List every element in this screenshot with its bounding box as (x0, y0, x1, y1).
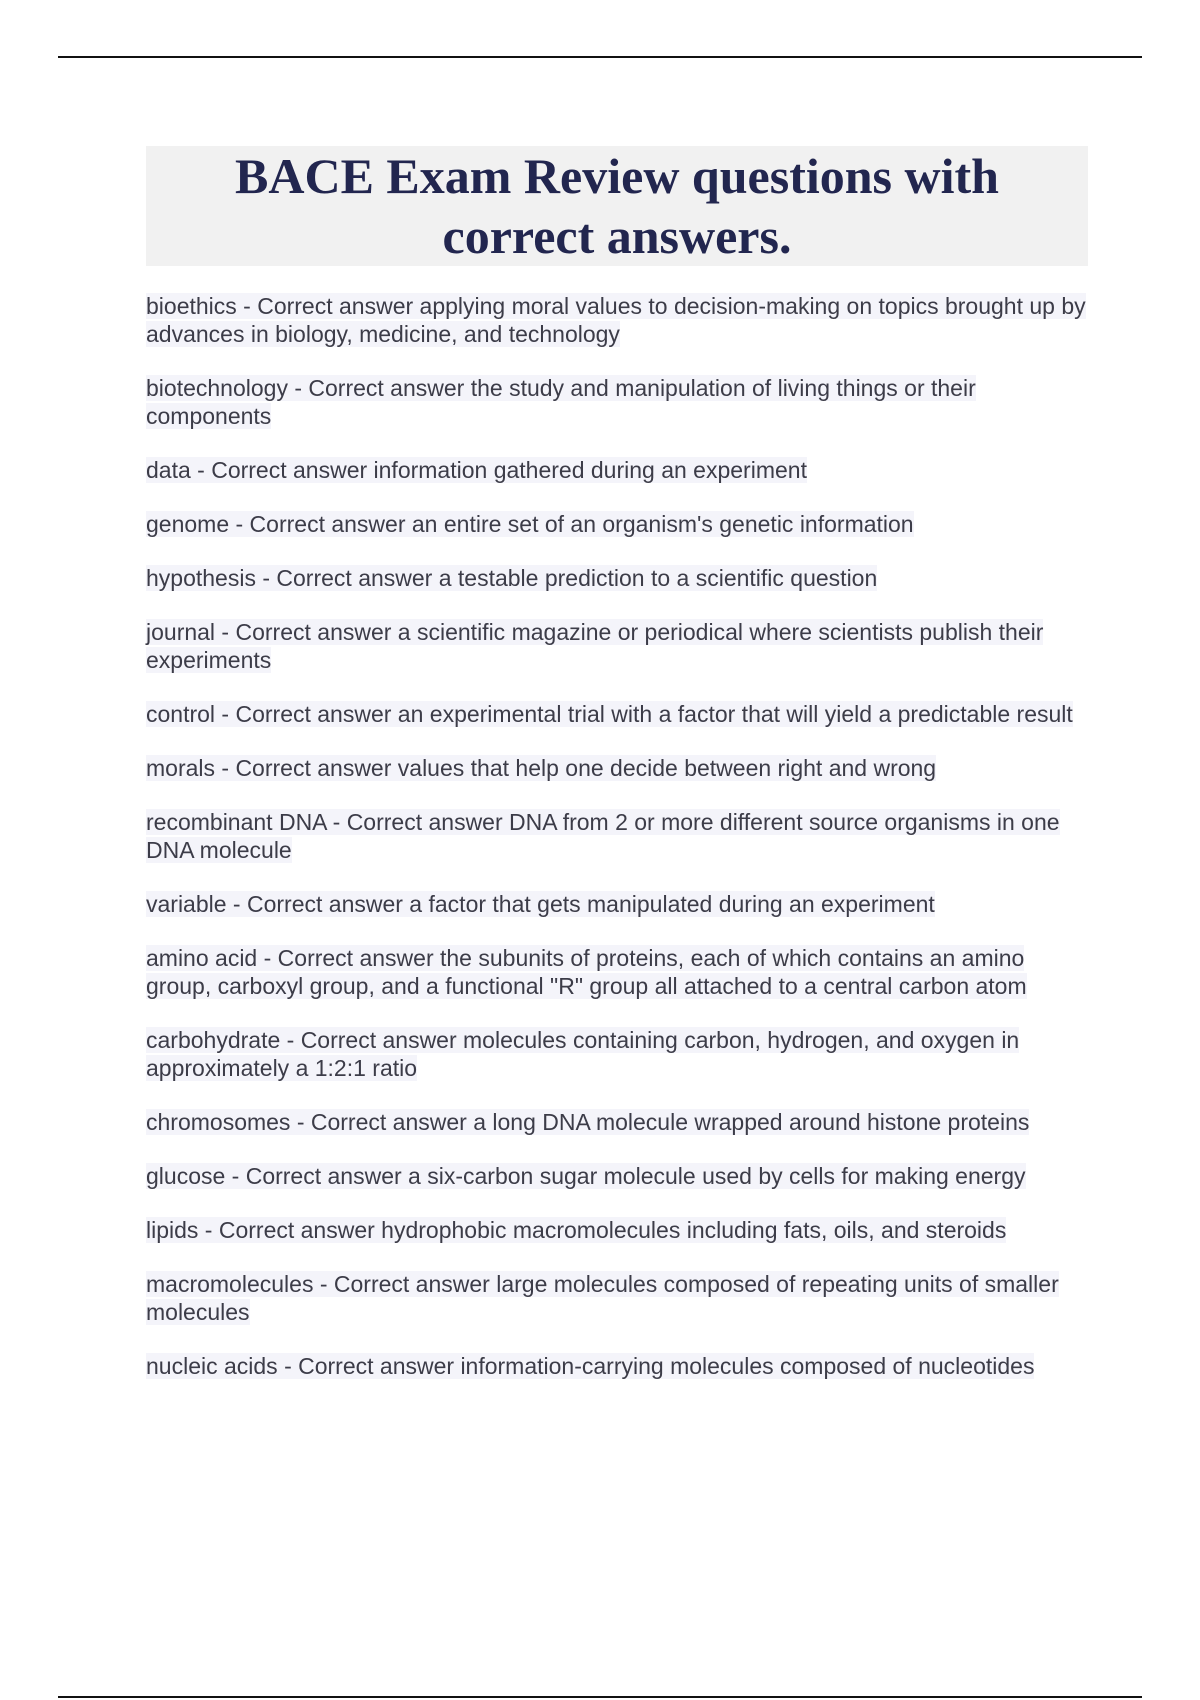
entry-text: amino acid - Correct answer the subunits of proteins, each of which contains an amino group, carboxyl group, and a functional "R" group all attached to a central carbon atom (146, 945, 1027, 999)
entry-text: hypothesis - Correct answer a testable prediction to a scientific question (146, 565, 878, 591)
list-item (146, 1216, 1088, 1244)
list-item (146, 456, 1088, 484)
list-item (146, 754, 1088, 782)
entry-text: glucose - Correct answer a six-carbon sugar molecule used by cells for making energy (146, 1163, 1026, 1189)
entry-text: lipids - Correct answer hydrophobic macromolecules including fats, oils, and steroids (146, 1217, 1007, 1243)
entry-text: chromosomes - Correct answer a long DNA molecule wrapped around histone proteins (146, 1109, 1030, 1135)
list-item (146, 564, 1088, 592)
list-item (146, 944, 1088, 1000)
list-item (146, 890, 1088, 918)
entry-text: carbohydrate - Correct answer molecules containing carbon, hydrogen, and oxygen in approximately a 1:2:1 ratio (146, 1027, 1020, 1081)
entry-text: nucleic acids - Correct answer information-carrying molecules composed of nucleotides (146, 1353, 1035, 1379)
entry-text: variable - Correct answer a factor that gets manipulated during an experiment (146, 891, 935, 917)
list-item (146, 510, 1088, 538)
list-item (146, 1270, 1088, 1326)
footer-rule (58, 1696, 1142, 1698)
list-item (146, 700, 1088, 728)
list-item (146, 618, 1088, 674)
list-item (146, 1026, 1088, 1082)
entry-text: morals - Correct answer values that help one decide between right and wrong (146, 755, 937, 781)
page-title: BACE Exam Review questions with correct answers. (235, 148, 999, 264)
list-item (146, 808, 1088, 864)
list-item (146, 1352, 1088, 1380)
entry-text: journal - Correct answer a scientific magazine or periodical where scientists publish their experiments (146, 619, 1044, 673)
entry-text: control - Correct answer an experimental trial with a factor that will yield a predictable result (146, 701, 1073, 727)
list-item (146, 292, 1088, 348)
list-item (146, 1162, 1088, 1190)
entry-text: recombinant DNA - Correct answer DNA from 2 or more different source organisms in one DNA molecule (146, 809, 1060, 863)
title-banner (146, 146, 1088, 266)
entry-text: genome - Correct answer an entire set of an organism's genetic information (146, 511, 914, 537)
list-item (146, 1108, 1088, 1136)
entry-list (146, 292, 1088, 1406)
entry-text: biotechnology - Correct answer the study and manipulation of living things or their components (146, 375, 976, 429)
entry-text: bioethics - Correct answer applying moral values to decision-making on topics brought up by advances in biology, medicine, and technology (146, 293, 1086, 347)
header-rule (58, 56, 1142, 58)
list-item (146, 374, 1088, 430)
entry-text: data - Correct answer information gathered during an experiment (146, 457, 807, 483)
entry-text: macromolecules - Correct answer large molecules composed of repeating units of smaller molecules (146, 1271, 1059, 1325)
